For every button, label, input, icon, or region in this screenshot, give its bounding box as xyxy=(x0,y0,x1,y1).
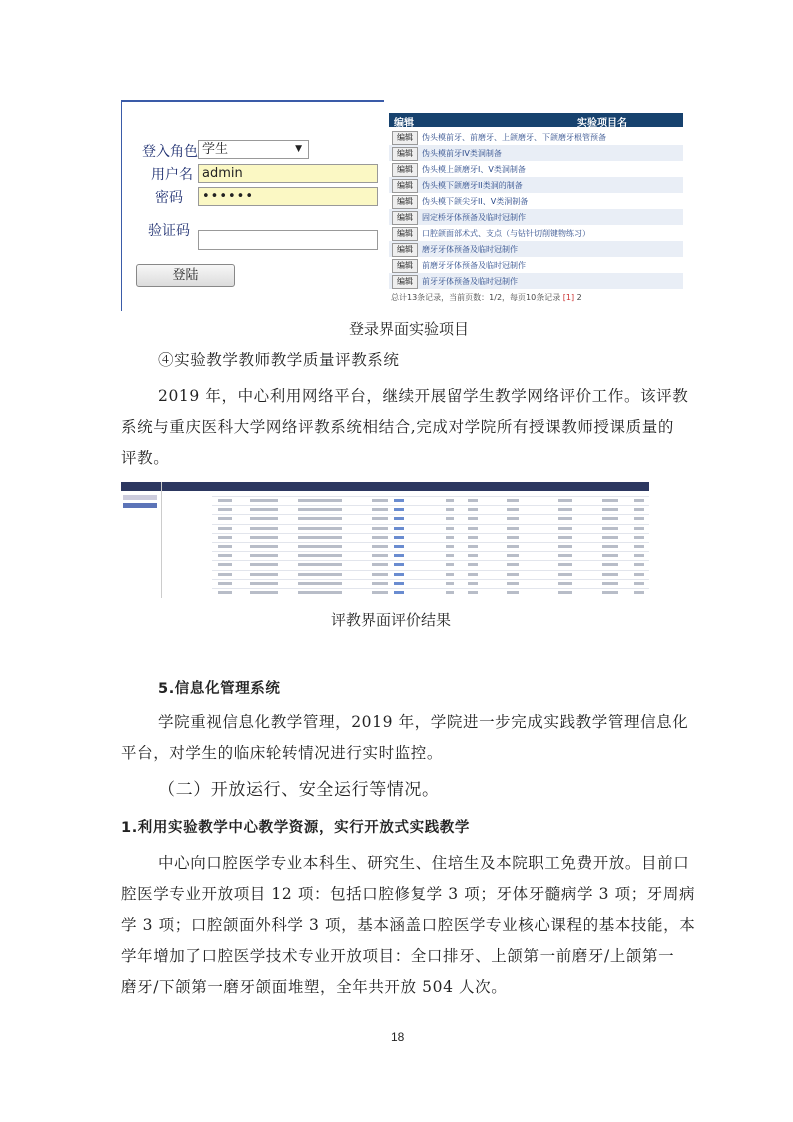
edit-button[interactable]: 编辑 xyxy=(392,179,418,193)
edit-button[interactable]: 编辑 xyxy=(392,227,418,241)
edit-button[interactable]: 编辑 xyxy=(392,147,418,161)
login-screenshot xyxy=(121,100,384,311)
project-name: 伪头模下颌尖牙II、V类洞制备 xyxy=(422,197,529,206)
edit-button[interactable]: 编辑 xyxy=(392,259,418,273)
project-row xyxy=(389,177,683,193)
role-value: 学生 xyxy=(202,142,229,157)
project-name: 伪头模上颌磨牙I、V类洞制备 xyxy=(422,165,526,174)
col-name-header: 实验项目名 xyxy=(577,118,627,129)
edit-button[interactable]: 编辑 xyxy=(392,275,418,289)
col-edit-header: 编辑 xyxy=(394,118,414,129)
project-row xyxy=(389,273,683,289)
para-open-line-3: 学 3 项；口腔颌面外科学 3 项，基本涵盖口腔医学专业核心课程的基本技能，本 xyxy=(121,916,696,934)
para-open-line-4: 学年增加了口腔医学技术专业开放项目：全口排牙、上颌第一前磨牙/上颌第一 xyxy=(121,947,675,965)
para-eval-line-2: 系统与重庆医科大学网络评教系统相结合,完成对学院所有授课教师授课质量的 xyxy=(121,418,674,436)
heading-eval-system: ④实验教学教师教学质量评教系统 xyxy=(158,351,400,369)
para-info-line-1: 学院重视信息化教学管理，2019 年，学院进一步完成实践教学管理信息化 xyxy=(158,713,689,731)
project-row xyxy=(389,129,683,145)
project-name: 固定桥牙体预备及临时冠制作 xyxy=(422,213,526,222)
eval-table xyxy=(162,482,649,598)
captcha-input[interactable] xyxy=(198,230,378,250)
role-label: 登入角色 xyxy=(142,144,198,160)
project-name: 磨牙牙体预备及临时冠制作 xyxy=(422,245,518,254)
project-row xyxy=(389,209,683,225)
para-open-line-2: 腔医学专业开放项目 12 项：包括口腔修复学 3 项；牙体牙髓病学 3 项；牙周病 xyxy=(121,885,696,903)
project-row xyxy=(389,257,683,273)
para-eval-line-1: 2019 年，中心利用网络平台，继续开展留学生教学网络评价工作。该评教 xyxy=(158,387,689,405)
project-row xyxy=(389,193,683,209)
project-list-screenshot xyxy=(389,98,683,308)
para-eval-line-3: 评教。 xyxy=(121,449,170,467)
page-number: 18 xyxy=(391,1030,405,1044)
project-row xyxy=(389,145,683,161)
project-name: 伪头模前牙IV类洞制备 xyxy=(422,149,502,158)
edit-button[interactable]: 编辑 xyxy=(392,211,418,225)
role-select[interactable] xyxy=(198,140,309,159)
para-info-line-2: 平台，对学生的临床轮转情况进行实时监控。 xyxy=(121,744,444,762)
project-row xyxy=(389,161,683,177)
captcha-label: 验证码 xyxy=(148,223,190,239)
heading-open-operation: （二）开放运行、安全运行等情况。 xyxy=(158,780,440,800)
evaluation-screenshot xyxy=(121,482,649,598)
project-name: 口腔颌面部术式、支点（与钻针切削键物练习） xyxy=(422,229,590,238)
edit-button[interactable]: 编辑 xyxy=(392,195,418,209)
project-name: 前磨牙牙体预备及临时冠制作 xyxy=(422,261,526,270)
eval-sidebar xyxy=(121,482,162,598)
para-open-line-5: 磨牙/下颌第一磨牙颌面堆塑，全年共开放 504 人次。 xyxy=(121,978,508,996)
project-name: 伪头模前牙、前磨牙、上颌磨牙、下颌磨牙根管预备 xyxy=(422,133,606,142)
project-table-header xyxy=(389,113,683,127)
heading-open-teaching: 1.利用实验教学中心教学资源，实行开放式实践教学 xyxy=(121,820,470,836)
password-label: 密码 xyxy=(155,190,183,206)
para-open-line-1: 中心向口腔医学专业本科生、研究生、住培生及本院职工免费开放。目前口 xyxy=(158,854,690,872)
username-label: 用户名 xyxy=(151,167,193,183)
edit-button[interactable]: 编辑 xyxy=(392,131,418,145)
login-button[interactable]: 登陆 xyxy=(136,264,235,287)
caption-login: 登录界面实验项目 xyxy=(349,320,470,338)
heading-info-system: 5.信息化管理系统 xyxy=(158,681,281,697)
pagination-page-1[interactable]: [1] xyxy=(562,293,575,302)
pagination-summary: 总计13条记录，当前页数：1/2，每页10条记录 xyxy=(391,293,561,302)
pagination-page-2[interactable]: 2 xyxy=(576,293,582,302)
project-row xyxy=(389,241,683,257)
password-input[interactable]: •••••• xyxy=(198,187,378,206)
project-row xyxy=(389,225,683,241)
username-input[interactable]: admin xyxy=(198,164,378,183)
edit-button[interactable]: 编辑 xyxy=(392,163,418,177)
project-name: 前牙牙体预备及临时冠制作 xyxy=(422,277,518,286)
edit-button[interactable]: 编辑 xyxy=(392,243,418,257)
caption-eval: 评教界面评价结果 xyxy=(331,611,452,629)
project-name: 伪头模下颌磨牙II类洞的制备 xyxy=(422,181,523,190)
dropdown-arrow-icon: ▼ xyxy=(295,144,302,154)
pagination-footer xyxy=(391,292,582,303)
